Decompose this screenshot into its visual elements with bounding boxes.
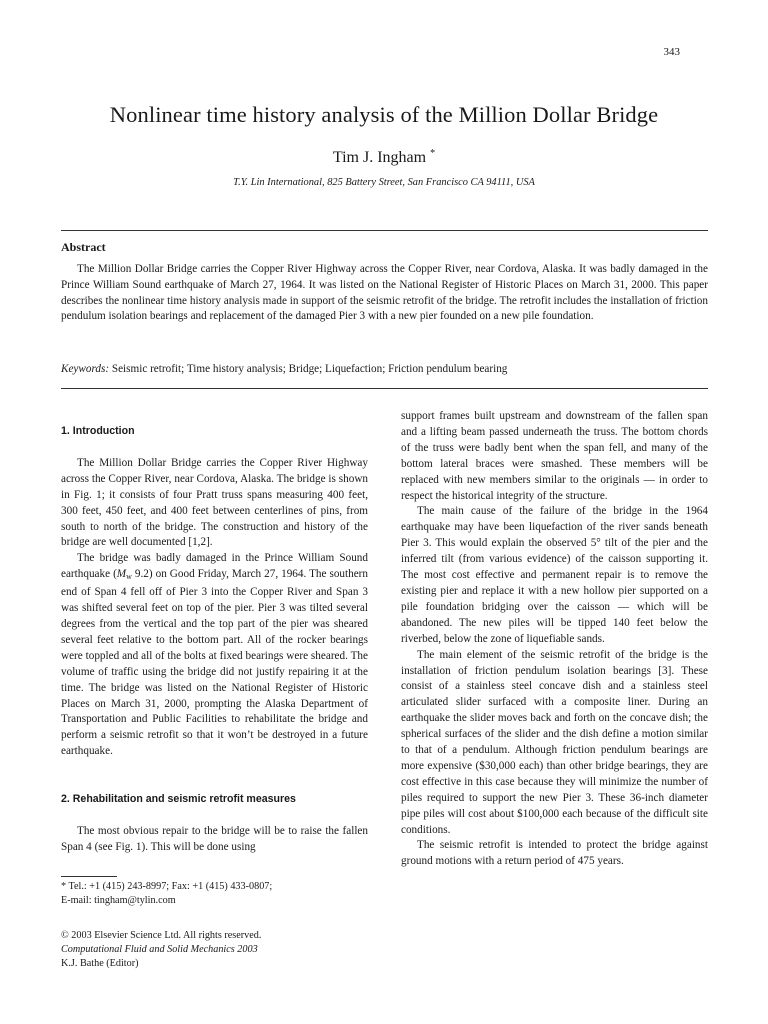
- footnote-contact-email: E-mail: tingham@tylin.com: [61, 895, 176, 906]
- footnote-contact-phone: * Tel.: +1 (415) 243-8997; Fax: +1 (415) 433-0807;: [61, 881, 273, 892]
- author-name: Tim J. Ingham: [332, 149, 427, 166]
- copyright-notice: © 2003 Elsevier Science Ltd. All rights reserved.: [61, 930, 262, 941]
- rehab-paragraph-2: The main cause of the failure of the bridge in the 1964 earthquake may have been liquefaction of the river sands beneath Pier 3. This would explain the observed 5° tilt of the pier and the inferred tilt (from various evidence) of the caisson supporting it. The most cost effective and permanent repair is to remove the existing pier and replace it with a new hollow pier supported on a pile foundation bridging over the caisson — which will be abandoned. The new piles will be tipped 140 feet below the riverbed, below the zone of liquefiable sands.: [401, 505, 708, 645]
- author-footnote: [61, 880, 381, 908]
- right-column: [401, 409, 708, 870]
- keywords-list: Seismic retrofit; Time history analysis; Bridge; Liquefaction; Friction pendulum bearing: [111, 363, 508, 375]
- editor-credit: K.J. Bathe (Editor): [61, 958, 139, 969]
- intro-paragraph-2: The bridge was badly damaged in the Prince William Sound earthquake ($M_w$ 9.2) on Good Friday, March 27, 1964. The southern end of Span 4 fell off of Pier 3 into the Copper River and Span 3 was shifted several feet on top of the pier. Pier 3 was tilted several degrees from the vertical and the top part of the pier was sheared several feet relative to the bottom part. All of the rocker bearings were toppled and all of the bolts at fixed bearings were sheared. The volume of traffic using the bridge did not justify repairing it at the time. The bridge was listed on the National Register of Historic Places on March 31, 2000, prompting the Alaska Department of Transportation and Public Facilities to rehabilitate the bridge and perform a seismic retrofit so that it won’t be destroyed in a future earthquake.: [61, 552, 369, 758]
- abstract-top-rule: [61, 230, 708, 231]
- author-footnote-mark: *: [430, 148, 436, 159]
- keywords: [61, 362, 708, 378]
- author-affiliation: T.Y. Lin International, 825 Battery Street, San Francisco CA 94111, USA: [233, 177, 535, 188]
- abstract-heading: Abstract: [61, 240, 106, 254]
- section-heading-introduction: 1. Introduction: [61, 425, 135, 437]
- page-number: 343: [663, 46, 680, 58]
- rehab-paragraph-3: The main element of the seismic retrofit of the bridge is the installation of friction pendulum isolation bearings [3]. These consist of a stainless steel concave dish and a stainless steel articulated slider surfaced with a composite liner. During an earthquake the slider moves back and forth on the concave dish; the spherical surfaces of the slider and the dish define a motion similar to that of a pendulum. Although friction pendulum bearings are more expensive ($30,000 each) than other bridge bearings, they are cost effective in this case because they will minimize the number of piles required to support the new Pier 3. These 36-inch diameter pipe piles will cost about $100,000 each because of the difficult site conditions.: [401, 648, 708, 836]
- abstract-text: The Million Dollar Bridge carries the Copper River Highway across the Copper River, near Cordova, Alaska. It was badly damaged in the Prince William Sound earthquake of March 27, 1964. It was listed on the National Register of Historic Places on March 31, 2000. This paper describes the nonlinear time history analysis made in support of the seismic retrofit of the bridge. The retrofit includes the installation of friction pendulum isolation bearings and replacement of the damaged Pier 3 with a new pier founded on a new pile foundation.: [61, 263, 708, 323]
- rehab-paragraph-4: The seismic retrofit is intended to protect the bridge against ground motions with a return period of 475 years.: [401, 839, 708, 868]
- keywords-label: Keywords:: [61, 363, 110, 375]
- rehab-paragraph-1: The most obvious repair to the bridge will be to raise the fallen Span 4 (see Fig. 1). This will be done using: [61, 825, 368, 853]
- section-heading-rehabilitation: 2. Rehabilitation and seismic retrofit measures: [61, 793, 296, 806]
- paper-title: Nonlinear time history analysis of the Million Dollar Bridge: [109, 102, 659, 127]
- left-column: [61, 424, 368, 856]
- rehab-paragraph-1-continued: support frames built upstream and downstream of the fallen span and a lifting beam passed underneath the truss. The bottom chords of the truss were badly bent when the span fell, and many of the bottom lateral braces were smashed. These members will be replaced with new members similar to the originals — in order to respect the historical integrity of the structure.: [401, 410, 708, 502]
- abstract-bottom-rule: [61, 388, 708, 389]
- author-line: [40, 148, 728, 167]
- journal-name: Computational Fluid and Solid Mechanics 2003: [61, 944, 258, 955]
- footnote-rule: [61, 876, 117, 877]
- intro-paragraph-1: The Million Dollar Bridge carries the Copper River Highway across the Copper River, near Cordova, Alaska. The bridge is shown in Fig. 1; it consists of four Pratt truss spans measuring 400 feet, 300 feet, 450 feet, and 400 feet between centerlines of pins, from south to north of the bridge. The construction and history of the bridge are well documented [1,2].: [61, 456, 368, 549]
- publication-footer: [61, 929, 381, 971]
